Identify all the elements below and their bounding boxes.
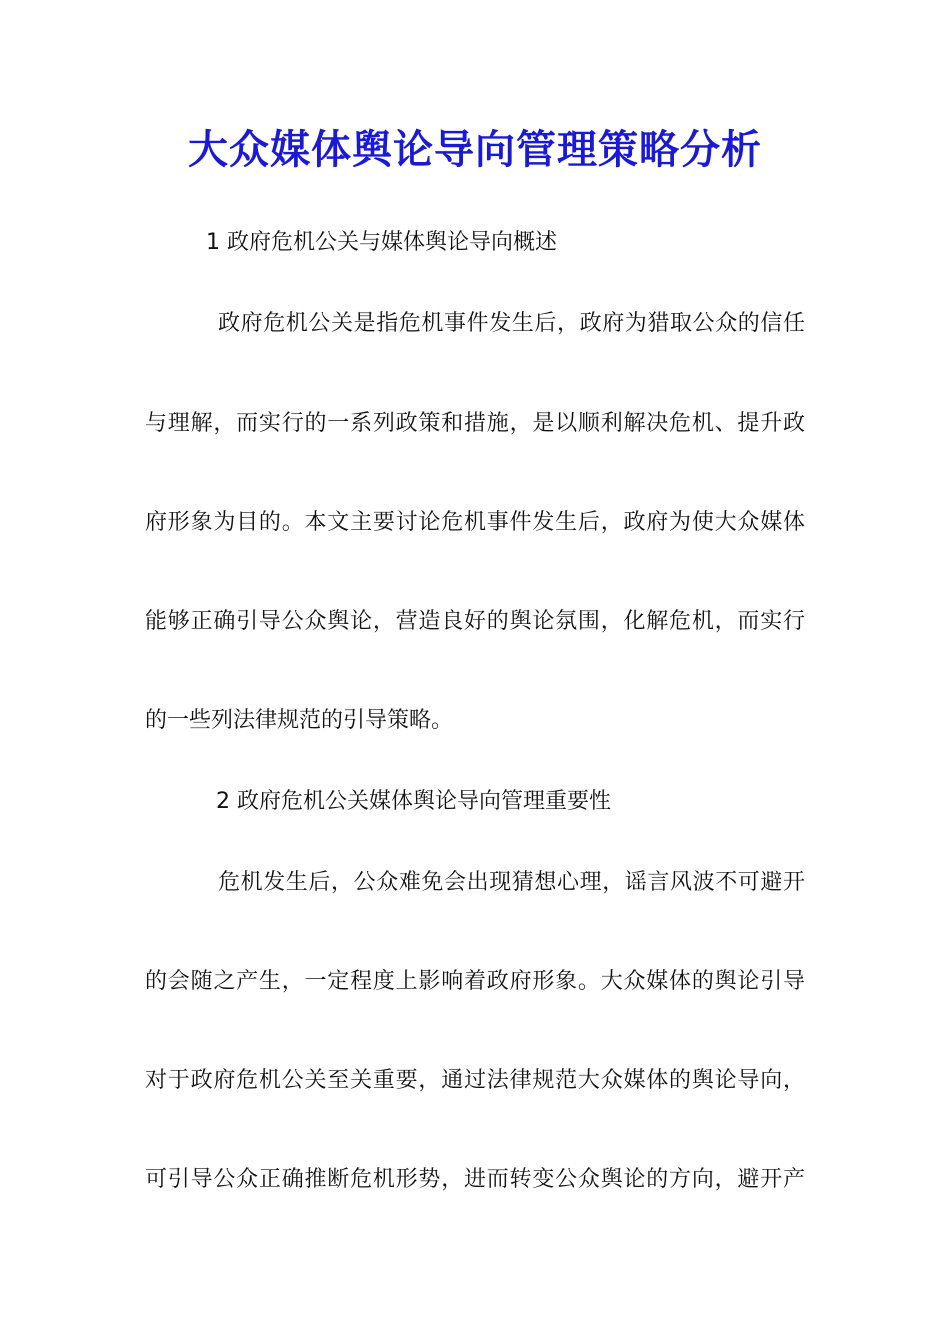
paragraph-line: 的一些列法律规范的引导策略。 — [145, 708, 454, 733]
paragraph-line: 政府危机公关是指危机事件发生后，政府为猎取公众的信任 — [218, 311, 805, 336]
paragraph-line: 对于政府危机公关至关重要，通过法律规范大众媒体的舆论导向， — [145, 1068, 805, 1093]
paragraph-line: 府形象为目的。本文主要讨论危机事件发生后，政府为使大众媒体 — [145, 510, 805, 535]
paragraph-line: 能够正确引导公众舆论，营造良好的舆论氛围，化解危机，而实行 — [145, 609, 805, 634]
paragraph-line: 危机发生后，公众难免会出现猜想心理，谣言风波不可避开 — [218, 870, 805, 895]
document-title: 大众媒体舆论导向管理策略分析 — [188, 126, 762, 173]
paragraph-line: 与理解，而实行的一系列政策和措施，是以顺利解决危机、提升政 — [145, 411, 805, 436]
section-heading-2: 2 政府危机公关媒体舆论导向管理重要性 — [216, 789, 611, 814]
paragraph-line: 可引导公众正确推断危机形势，进而转变公众舆论的方向，避开产 — [145, 1167, 805, 1192]
paragraph-line: 的会随之产生，一定程度上影响着政府形象。大众媒体的舆论引导 — [145, 969, 805, 994]
section-heading-1: 1 政府危机公关与媒体舆论导向概述 — [206, 230, 557, 255]
